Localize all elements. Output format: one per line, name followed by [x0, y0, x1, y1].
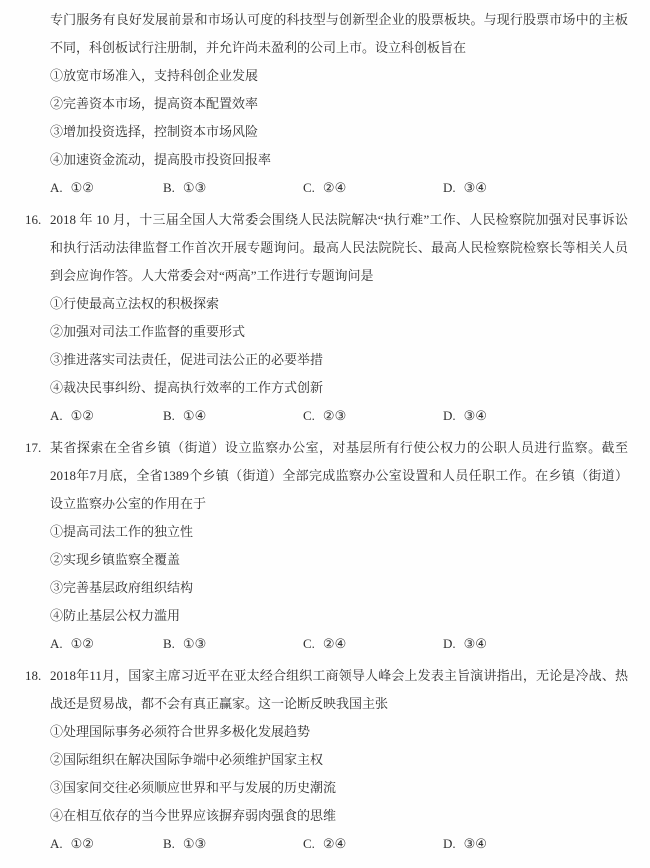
question-block: [25, 434, 628, 658]
choice: [50, 830, 163, 858]
option-item: ③完善基层政府组织结构: [50, 580, 194, 595]
choice-value: ②④: [322, 836, 347, 851]
question-stem: 某省探索在全省乡镇（街道）设立监察办公室，对基层所有行使公权力的公职人员进行监察。截至2018年7月底，全省1389个乡镇（街道）全部完成监察办公室设置和人员任职工作。在乡镇（街道）设立监察办公室的作用在于: [50, 440, 628, 511]
choice: [443, 402, 628, 430]
choice-label: A.: [50, 408, 63, 423]
choice: [50, 630, 163, 658]
option-item: ③国家间交往必须顺应世界和平与发展的历史潮流: [50, 780, 337, 795]
choice: [443, 174, 628, 202]
choice-label: B.: [163, 836, 175, 851]
choice-label: D.: [443, 836, 456, 851]
choice-label: D.: [443, 408, 456, 423]
choice-value: ②③: [322, 408, 347, 423]
answer-choices: [50, 174, 628, 202]
choice: [163, 402, 303, 430]
question-number: 18.: [25, 668, 42, 683]
question-items: [50, 290, 628, 402]
option-item: ①放宽市场准入，支持科创企业发展: [50, 68, 259, 83]
choice-value: ②④: [322, 180, 347, 195]
option-item: ③推进落实司法责任，促进司法公正的必要举措: [50, 352, 324, 367]
option-item: ①行使最高立法权的积极探索: [50, 296, 220, 311]
question-number: 16.: [25, 212, 42, 227]
choice-label: B.: [163, 636, 175, 651]
choice-label: C.: [303, 408, 315, 423]
choice-value: ①③: [182, 836, 207, 851]
question-number: 17.: [25, 440, 42, 455]
choice-label: A.: [50, 180, 63, 195]
choice-value: ③④: [463, 408, 487, 423]
choice-value: ③④: [463, 636, 487, 651]
choice-value: ①②: [70, 636, 94, 651]
choice: [163, 830, 303, 858]
choice: [303, 402, 443, 430]
option-item: ②国际组织在解决国际争端中必须维护国家主权: [50, 752, 324, 767]
question-items: [50, 62, 628, 174]
choice: [303, 630, 443, 658]
choice-label: B.: [163, 180, 175, 195]
question-items: [50, 718, 628, 830]
choice-label: A.: [50, 836, 63, 851]
answer-choices: [50, 830, 628, 858]
choice: [163, 630, 303, 658]
choice-value: ①②: [70, 836, 94, 851]
option-item: ④加速资金流动，提高股市投资回报率: [50, 152, 272, 167]
choice-value: ①④: [182, 408, 207, 423]
option-item: ④在相互依存的当今世界应该摒弃弱肉强食的思维: [50, 808, 337, 823]
choice: [50, 174, 163, 202]
question-stem: 2018 年 10 月，十三届全国人大常委会围绕人民法院解决“执行难”工作、人民检察院加强对民事诉讼和执行活动法律监督工作首次开展专题询问。最高人民法院院长、最高人民检察院检察长等相关人员到会应询作答。人大常委会对“两高”工作进行专题询问是: [50, 212, 628, 283]
choice-value: ①③: [182, 636, 207, 651]
choice-value: ③④: [463, 180, 487, 195]
choice-label: A.: [50, 636, 63, 651]
question-block: [25, 206, 628, 430]
choice: [163, 174, 303, 202]
option-item: ②实现乡镇监察全覆盖: [50, 552, 181, 567]
choice: [303, 174, 443, 202]
choice: [443, 630, 628, 658]
choice-value: ①②: [70, 408, 94, 423]
option-item: ①处理国际事务必须符合世界多极化发展趋势: [50, 724, 311, 739]
choice-label: B.: [163, 408, 175, 423]
question-stem: 专门服务有良好发展前景和市场认可度的科技型与创新型企业的股票板块。与现行股票市场中的主板不同，科创板试行注册制，并允许尚未盈利的公司上市。设立科创板旨在: [50, 12, 628, 55]
choice: [50, 402, 163, 430]
choice: [443, 830, 628, 858]
choice-value: ②④: [322, 636, 347, 651]
choice-label: C.: [303, 636, 315, 651]
option-item: ③增加投资选择，控制资本市场风险: [50, 124, 259, 139]
question-stem: 2018年11月，国家主席习近平在亚太经合组织工商领导人峰会上发表主旨演讲指出，无论是冷战、热战还是贸易战，都不会有真正赢家。这一论断反映我国主张: [50, 668, 628, 711]
option-item: ②完善资本市场，提高资本配置效率: [50, 96, 259, 111]
option-item: ②加强对司法工作监督的重要形式: [50, 324, 246, 339]
option-item: ④裁决民事纠纷、提高执行效率的工作方式创新: [50, 380, 324, 395]
question-block: [25, 6, 628, 202]
choice-label: C.: [303, 180, 315, 195]
answer-choices: [50, 630, 628, 658]
choice-value: ①②: [70, 180, 94, 195]
question-items: [50, 518, 628, 630]
answer-choices: [50, 402, 628, 430]
choice-value: ①③: [182, 180, 207, 195]
choice-label: C.: [303, 836, 315, 851]
option-item: ④防止基层公权力滥用: [50, 608, 181, 623]
question-block: [25, 662, 628, 858]
choice-value: ③④: [463, 836, 487, 851]
option-item: ①提高司法工作的独立性: [50, 524, 194, 539]
choice: [303, 830, 443, 858]
choice-label: D.: [443, 636, 456, 651]
choice-label: D.: [443, 180, 456, 195]
